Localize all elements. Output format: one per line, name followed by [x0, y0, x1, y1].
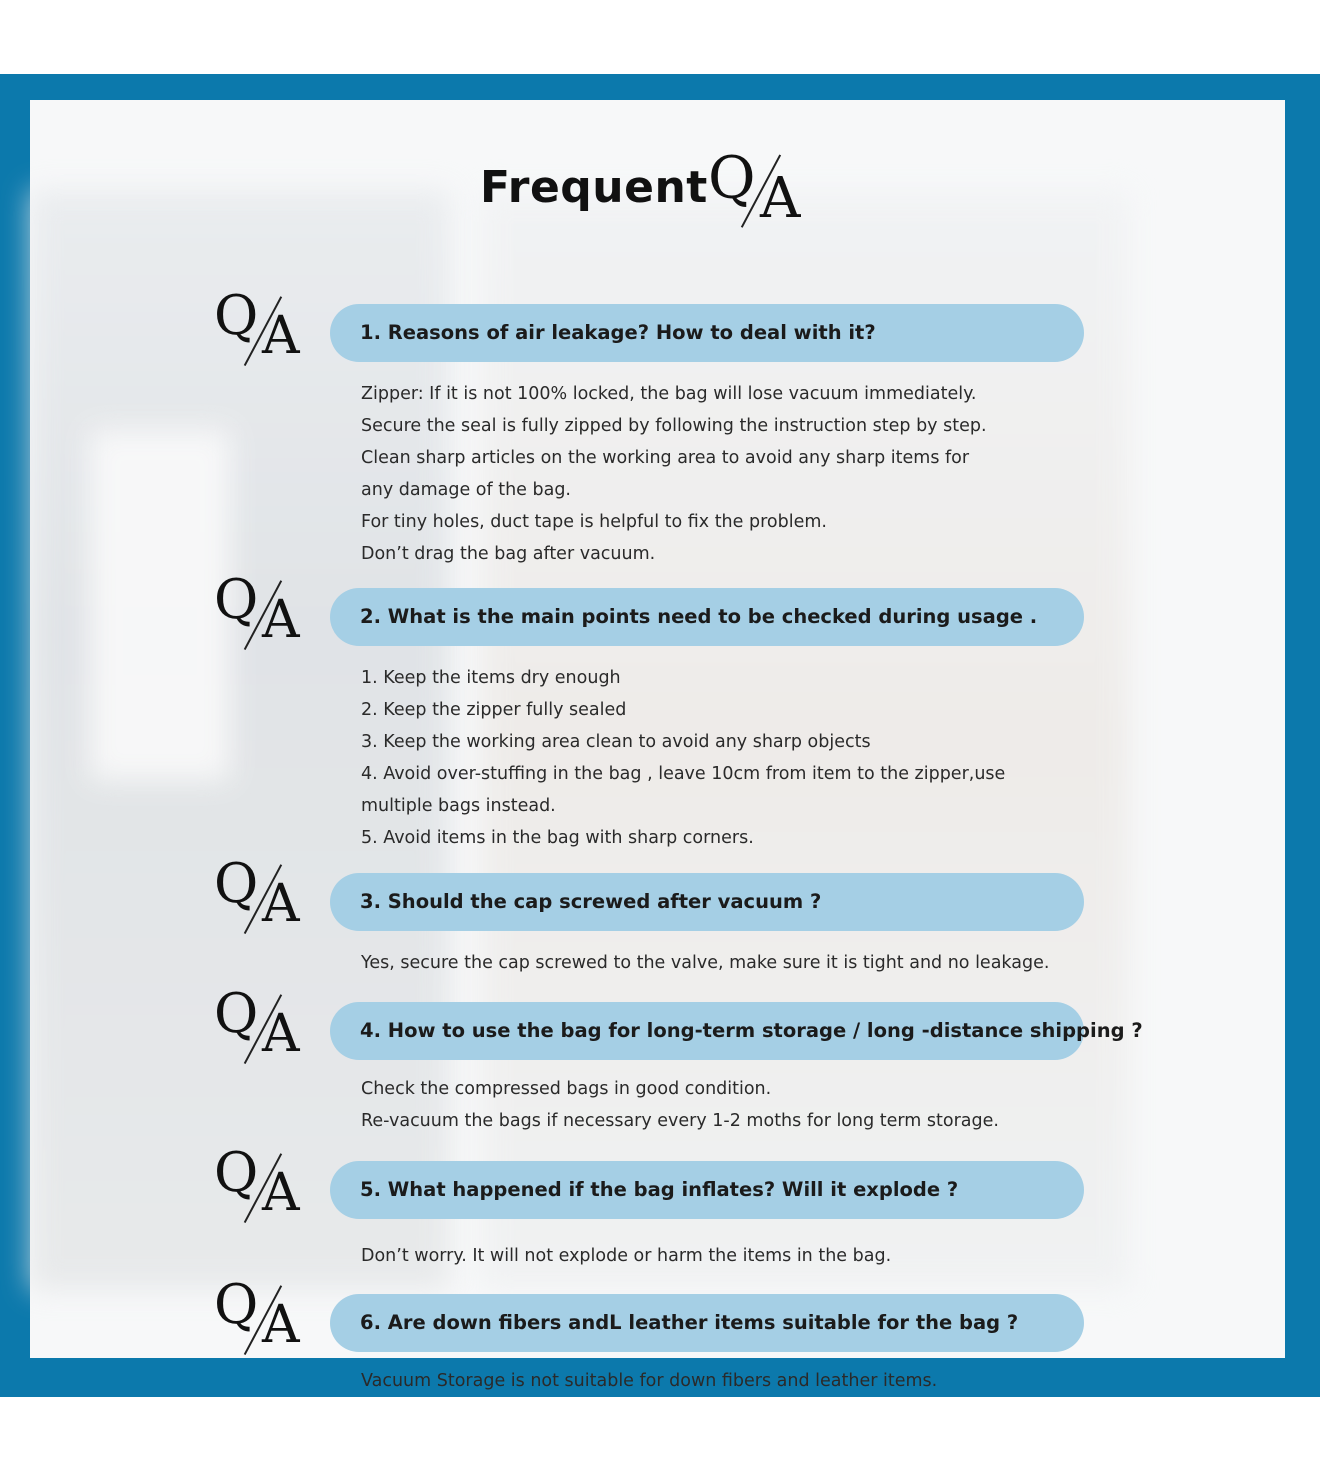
faq-question-4[interactable]: 4. How to use the bag for long-term storage / long -distance shipping ?	[330, 1002, 1084, 1060]
faq-question-3[interactable]: 3. Should the cap screwed after vacuum ?	[330, 873, 1084, 931]
blue-frame	[0, 74, 1320, 1397]
title-qa-logo: Q A	[708, 144, 801, 231]
faq-answer-1: Zipper: If it is not 100% locked, the bag will lose vacuum immediately. Secure the seal is fully zipped by following the instruction step by step. Clean sharp articles on the working area to avoid any sharp items for any damage of the bag. For tiny holes, duct tape is helpful to fix the problem. Don’t drag the bag after vacuum.	[361, 384, 987, 564]
faq-answer-3: Yes, secure the cap screwed to the valve, make sure it is tight and no leakage.	[361, 953, 1050, 973]
faq-answer-4: Check the compressed bags in good condition. Re-vacuum the bags if necessary every 1-2 moths for long term storage.	[361, 1079, 999, 1131]
faq-question-5[interactable]: 5. What happened if the bag inflates? Will it explode ?	[330, 1161, 1084, 1219]
faq-answer-6: Vacuum Storage is not suitable for down fibers and leather items.	[361, 1371, 938, 1391]
faq-panel	[30, 100, 1285, 1391]
qa-logo-5: Q A	[214, 1141, 300, 1223]
background-clothes	[90, 430, 230, 780]
qa-logo-3: Q A	[214, 852, 300, 934]
faq-answer-2: 1. Keep the items dry enough 2. Keep the zipper fully sealed 3. Keep the working area clean to avoid any sharp objects 4. Avoid over-stuffing in the bag , leave 10cm from item to the zipper,use multiple bags instead. 5. Avoid items in the bag with sharp corners.	[361, 668, 1006, 848]
page-title	[480, 144, 880, 234]
qa-logo-4: Q A	[214, 982, 300, 1064]
faq-question-1[interactable]: 1. Reasons of air leakage? How to deal with it?	[330, 304, 1084, 362]
title-word: Frequent	[480, 162, 708, 213]
qa-logo-1: Q A	[214, 284, 300, 366]
qa-logo-2: Q A	[214, 568, 300, 650]
qa-logo-6: Q A	[214, 1273, 300, 1355]
faq-question-6[interactable]: 6. Are down fibers andL leather items suitable for the bag ?	[330, 1294, 1084, 1352]
faq-answer-5: Don’t worry. It will not explode or harm the items in the bag.	[361, 1246, 892, 1266]
faq-question-2[interactable]: 2. What is the main points need to be checked during usage .	[330, 588, 1084, 646]
